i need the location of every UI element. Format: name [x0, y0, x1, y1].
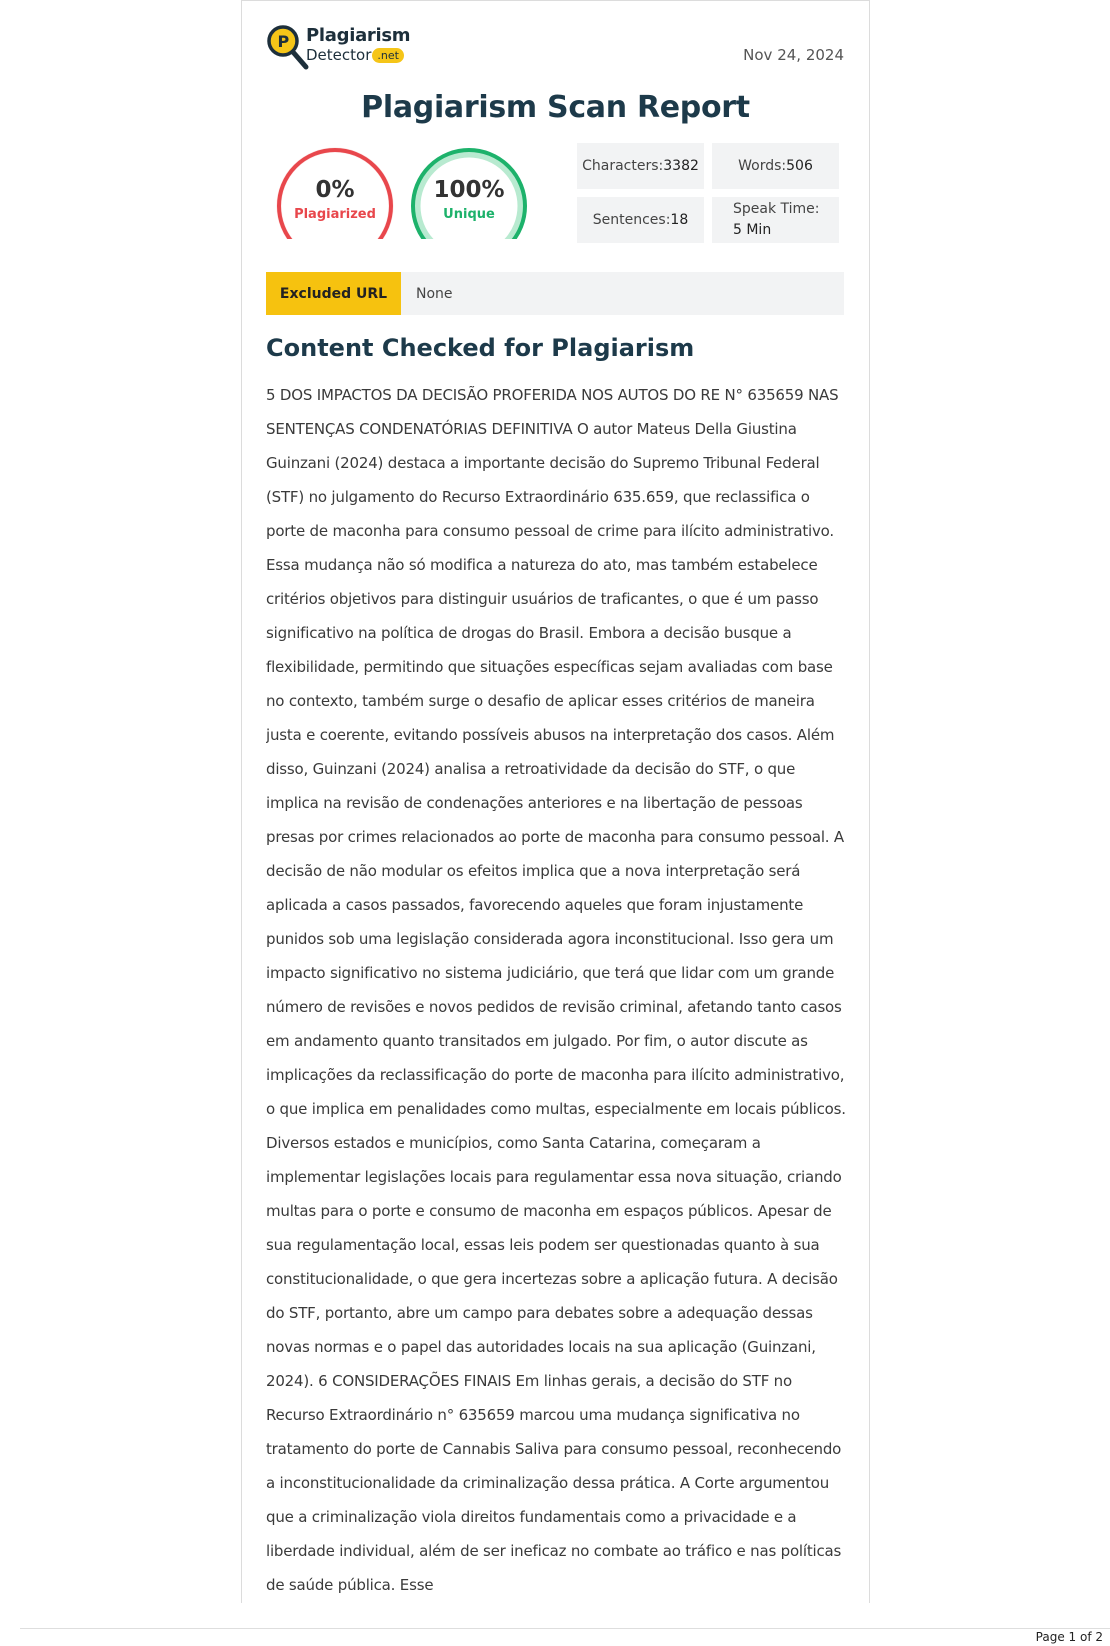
- logo-text-top: Plagiarism: [306, 25, 411, 46]
- unique-label: Unique: [443, 207, 495, 222]
- excluded-url-value: None: [416, 285, 453, 302]
- unique-gauge: [410, 147, 528, 239]
- checked-content-text: 5 DOS IMPACTOS DA DECISÃO PROFERIDA NOS AUTOS DO RE N° 635659 NAS SENTENÇAS CONDENATÓRIAS DEFINITIVA O autor Mateus Della Giustina Guinzani (2024) destaca a importante decisão do Supremo Tribunal Federal (STF) no julgamento do Recurso Extraordinário 635.659, que reclassifica o porte de maconha para consumo pessoal de crime para ilícito administrativo. Essa mudança não só modifica a natureza do ato, mas também estabelece critérios objetivos para distinguir usuários de traficantes, o que é um passo significativo na política de drogas do Brasil. Embora a decisão busque a flexibilidade, permitindo que situações específicas sejam avaliadas com base no contexto, também surge o desafio de aplicar esses critérios de maneira justa e coerente, evitando possíveis abusos na interpretação dos casos. Além disso, Guinzani (2024) analisa a retroatividade da decisão do STF, o que implica na revisão de condenações anteriores e na libertação de pessoas presas por crimes relacionados ao porte de maconha para consumo pessoal. A decisão de não modular os efeitos implica que a nova interpretação será aplicada a casos passados, favorecendo aqueles que foram injustamente punidos sob uma legislação considerada agora inconstitucional. Isso gera um impacto significativo no sistema judiciário, que terá que lidar com um grande número de revisões e novos pedidos de revisão criminal, afetando tanto casos em andamento quanto transitados em julgado. Por fim, o autor discute as implicações da reclassificação do porte de maconha para ilícito administrativo, o que implica em penalidades como multas, especialmente em locais públicos. Diversos estados e municípios, como Santa Catarina, começaram a implementar legislações locais para regulamentar essa nova situação, criando multas para o porte e consumo de maconha em espaços públicos. Apesar de sua regulamentação local, essas leis podem ser questionadas quanto à sua constitucionalidade, o que gera incertezas sobre a aplicação futura. A decisão do STF, portanto, abre um campo para debates sobre a adequação dessas novas normas e o papel das autoridades locais na sua aplicação (Guinzani, 2024). 6 CONSIDERAÇÕES FINAIS Em linhas gerais, a decisão do STF no Recurso Extraordinário n° 635659 marcou uma mudança significativa no tratamento do porte de Cannabis Saliva para consumo pessoal, reconhecendo a inconstitucionalidade da criminalização dessa prática. A Corte argumentou que a criminalização viola direitos fundamentais como a privacidade e a liberdade individual, além de ser ineficaz no combate ao tráfico e nas políticas de saúde pública. Esse: [266, 386, 846, 1594]
- footer-divider: [20, 1628, 1110, 1629]
- logo-net-badge: .net: [372, 48, 404, 63]
- report-page: [241, 0, 870, 1603]
- sentences-value: 18: [670, 212, 689, 228]
- page-number: Page 1 of 2: [1035, 1630, 1103, 1644]
- characters-label: Characters:: [582, 158, 664, 174]
- plagiarized-percent: 0%: [315, 177, 355, 203]
- excluded-url-row: [266, 272, 844, 315]
- page-title: Plagiarism Scan Report: [361, 90, 750, 125]
- checked-content: [266, 378, 848, 1603]
- plagiarized-label: Plagiarized: [294, 207, 376, 222]
- excluded-url-label: Excluded URL: [266, 272, 401, 315]
- words-value: 506: [786, 158, 813, 174]
- svg-text:P: P: [277, 32, 290, 51]
- speak-time-value: 5 Min: [733, 222, 772, 238]
- logo-text-bottom: [306, 46, 404, 64]
- unique-percent: 100%: [433, 177, 505, 203]
- speak-time-stat: [712, 197, 839, 243]
- sentences-label: Sentences:: [592, 212, 671, 228]
- characters-stat: [577, 143, 704, 189]
- report-date: Nov 24, 2024: [743, 46, 844, 64]
- words-label: Words:: [738, 158, 787, 174]
- content-heading: Content Checked for Plagiarism: [266, 334, 695, 362]
- plagiarism-detector-logo: [266, 24, 411, 74]
- characters-value: 3382: [663, 158, 699, 174]
- logo-text-detector: Detector: [306, 46, 372, 64]
- plagiarized-gauge: [276, 147, 394, 239]
- words-stat: [712, 143, 839, 189]
- speak-time-label: Speak Time:: [733, 201, 820, 217]
- sentences-stat: [577, 197, 704, 243]
